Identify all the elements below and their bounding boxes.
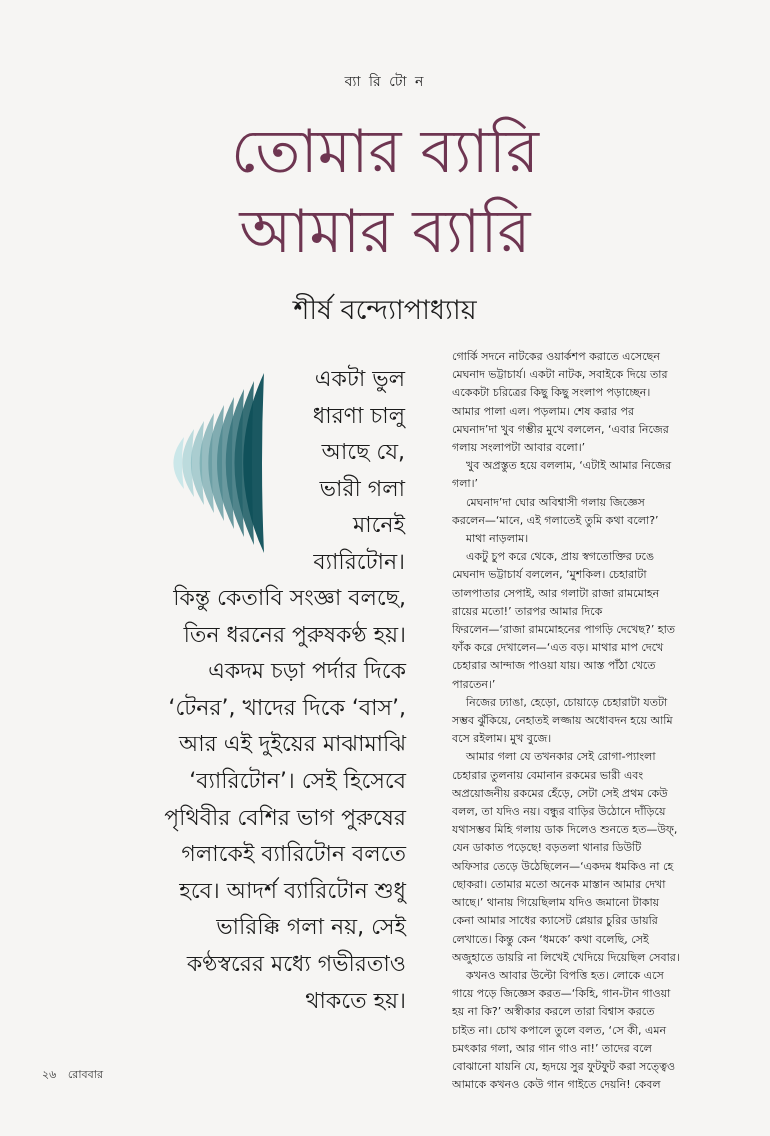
body-line: অফিসার তেড়ে উঠেছিলেন—‘একদম ধমকিও না হে [452, 859, 674, 873]
body-line: আমার পালা এল। পড়লাম। শেষ করার পর [452, 404, 634, 418]
intro-line: মানেই [352, 513, 405, 538]
body-line: বোঝানো যায়নি যে, হৃদয়ে সুর ফুটফুট করা সত্ত্বেও [452, 1059, 676, 1073]
lead-line: একদম চড়া পর্দার দিকে [208, 659, 406, 685]
body-line: চেহারার আন্দাজ পাওয়া যায়। আস্ত পাঁঠা খেতে [452, 659, 656, 673]
body-line: হয় না কি?’ অস্বীকার করলে তারা বিশ্বাস করতে [452, 1005, 655, 1019]
body-line: আছে।’ থানায় গিয়েছিলাম যদিও জমানো টাকায় [452, 896, 660, 910]
sound-wave-fan-graphic [152, 368, 272, 558]
intro-line: ধারণা চালু [312, 403, 405, 429]
body-line: আমাকে কখনও কেউ গান গাইতে দেয়নি! কেবল [452, 1078, 661, 1092]
body-line: নিজের ঢ্যাঙা, হেড়ো, চোয়াড়ে চেহারাটা যতটা [466, 695, 668, 709]
section-label: ব্যা রি টো ন [344, 74, 426, 90]
body-line: সম্ভব ঝুঁকিয়ে, নেহাতই লজ্জায় অধোবদন হয়ে আমি [452, 714, 673, 728]
body-line: মেঘনাদ ভট্টাচার্য। একটা নাটক, সবাইকে দিয়ে তার [452, 368, 668, 382]
body-line: বসে রইলাম। মুখ বুজে। [452, 732, 552, 746]
body-line: গোর্কি সদনে নাটকের ওয়ার্কশপ করাতে এসেছেন [452, 350, 660, 363]
body-line: ফাঁক করে দেখালেন—‘এত বড়। মাথার মাপ দেখে [452, 641, 664, 655]
body-line: মেঘনাদ ভট্টাচার্য বললেন, ‘মুশকিল। চেহারাটা [452, 568, 647, 582]
lead-line: ‘টেনর’, খাদের দিকে ‘বাস’, [168, 695, 406, 721]
body-line: খুব অপ্রস্তুত হয়ে বললাম, ‘এটাই আমার নিজের [466, 459, 672, 473]
body-line: কেনা আমার সাধের ক্যাসেট প্লেয়ার চুরির ডায়রি [452, 914, 658, 928]
body-line: চাইত না। চোখ কপালে তুলে বলত, ‘সে কী, এমন [452, 1023, 667, 1037]
page-title [0, 112, 770, 272]
body-line: মেঘনাদ’দা ঘোর অবিশ্বাসী গলায় জিজ্ঞেস [466, 495, 645, 509]
body-line: করলেন—‘মানে, এই গলাতেই তুমি কথা বলো?’ [452, 513, 659, 527]
body-line: ছোকরা। তোমার মতো অনেক মাস্তান আমার দেখা [452, 877, 666, 891]
lead-line: কণ্ঠস্বরের মধ্যে গভীরতাও [186, 951, 406, 977]
magazine-name: রোববার [67, 1068, 104, 1081]
body-line: চেহারার তুলনায় বেমানান রকমের ভারী এবং [452, 768, 644, 782]
lead-line: হবে। আদর্শ ব্যারিটোন শুধু [179, 878, 406, 904]
body-line: আমার গলা যে তখনকার সেই রোগা-প্যাংলা [466, 750, 656, 764]
page-number: ২৬ [42, 1068, 57, 1081]
body-line: গলায় সংলাপটা আবার বলো।’ [452, 441, 586, 455]
body-column [452, 348, 732, 1094]
lead-line: থাকতে হয়। [305, 988, 406, 1014]
body-line: অজুহাতে ডায়রি না লিখেই খেদিয়ে দিয়েছিল সেবার। [452, 950, 680, 964]
lead-line: কিন্তু কেতাবি সংজ্ঞা বলছে, [173, 586, 406, 611]
lead-line: গলাকেই ব্যারিটোন বলতে [181, 842, 406, 868]
body-line: যেন ডাকাত পড়েছে! বড়তলা থানার ডিউটি [452, 841, 642, 855]
lead-line: পৃথিবীর বেশির ভাগ পুরুষের [164, 805, 406, 831]
page-footer [42, 1066, 111, 1085]
body-line: তালপাতার সেপাই, আর গলাটা রাজা রামমোহন [452, 586, 660, 600]
intro-line: আছে যে, [321, 440, 405, 465]
body-line: গলা।’ [452, 477, 479, 491]
intro-text [270, 362, 405, 581]
title-line-2: আমার ব্যারি [239, 197, 531, 267]
body-line: মেঘনাদ’দা খুব গম্ভীর মুখে বললেন, ‘এবার নিজের [452, 422, 669, 436]
body-line: যথাসম্ভব মিহি গলায় ডাক দিলেও শুনতে হত—উফ্‌, [452, 823, 678, 837]
body-line: বলল, তা যদিও নয়। বন্ধুর বাড়ির উঠোনে দাঁড়িয়ে [452, 805, 666, 819]
intro-line: একটা ভুল [314, 367, 405, 392]
body-line: কখনও আবার উল্টো বিপত্তি হত। লোকে এসে [466, 968, 664, 982]
lead-line: আর এই দুইয়ের মাঝামাঝি [179, 732, 406, 758]
lead-line: ‘ব্যারিটোন’। সেই হিসেবে [189, 768, 406, 794]
body-line: চমৎকার গলা, আর গান গাও না!’ তাদের বলে [452, 1041, 652, 1055]
body-line: একেকটা চরিত্রের কিছু কিছু সংলাপ পড়াচ্ছেন। [452, 386, 651, 400]
body-line: মাথা নাড়লাম। [466, 532, 529, 546]
author-name: শীর্ষ বন্দ্যোপাধ্যায় [293, 295, 477, 326]
lead-line: ভারিক্কি গলা নয়, সেই [216, 915, 406, 941]
body-line: ফিরলেন—‘রাজা রামমোহনের পাগড়ি দেখেছ?’ হাত [452, 623, 676, 637]
body-line: পারতেন।’ [452, 677, 496, 691]
lead-paragraph [108, 581, 406, 1020]
body-line: অপ্রয়োজনীয় রকমের হেঁড়ে, সেটা সেই প্রথম কেউ [452, 786, 668, 800]
lead-line: তিন ধরনের পুরুষকণ্ঠ হয়। [183, 622, 406, 648]
body-line: একটু চুপ করে থেকে, প্রায় স্বগতোক্তির ঢঙে [466, 550, 655, 564]
body-line: গায়ে পড়ে জিজ্ঞেস করত—‘কিহি, গান-টান গাওয়া [452, 987, 671, 1001]
title-line-1: তোমার ব্যারি [231, 117, 539, 187]
intro-line: ব্যারিটোন। [313, 549, 405, 575]
intro-line: ভারী গলা [319, 476, 405, 502]
body-line: লেখাতে। কিন্তু কেন ‘ধমকে’ কথা বলেছি, সেই [452, 932, 649, 946]
body-line: রায়ের মতো!’ তারপর আমার দিকে [452, 604, 603, 618]
